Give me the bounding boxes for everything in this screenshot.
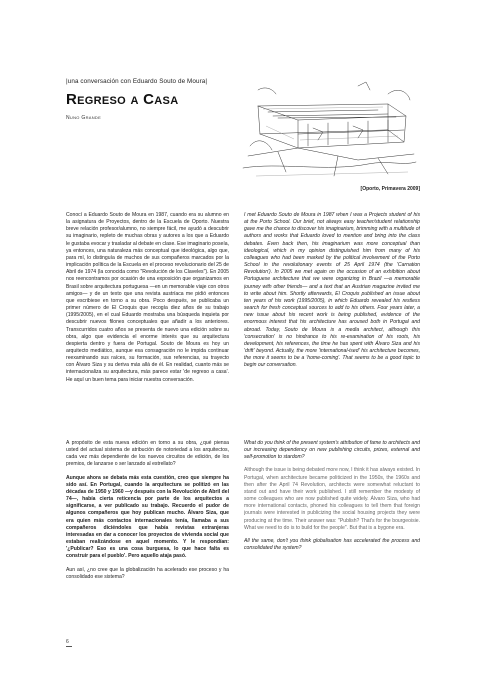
- intro-english: [244, 212, 420, 438]
- question-1-english: What do you think of the present system's attribution of fame to architects and our increasing dependency on new publishing circuits, prizes, external and self-promotion to stardom?: [244, 440, 420, 461]
- answer-1-spanish: Aunque ahora se debata más esta cuestión, creo que siempre ha sido así. En Portugal, cuando la arquitectura se politizó en las décadas de 1950 y 1960 —y después con la Revolución de Abril del 74—, había cierta reticencia por parte de los arquitectos a significarse, a ver publicado su trabajo. Recuerdo el pudor de algunos compañeros que hoy publican mucho. Álvaro Siza, que era quien más contactos internacionales tenía, llamaba a sus compañeros diciéndoles que había revistas extranjeras interesadas en dar a conocer los proyectos de vivienda social que estaban realizándose en aquel momento. Y le respondían: '¿Publicar? Eso es una cosa burguesa, lo que hace falta es construir para el pueblo'. Pero aquello ataja pasó.: [66, 474, 229, 560]
- page-number: 6: [66, 639, 69, 645]
- interview-spanish: [66, 440, 229, 636]
- interview-english: [244, 440, 420, 636]
- intro-english-text: I met Eduardo Souto de Moura in 1987 when I was a Projects student of his at the Porto School. Our brief, not always easy teacher/student relationship gave me the chance to discover his imaginarium, brimming with a multitude of authors and works that Eduardo loved to mention and bring into the class debates. Even back then, his imaginarium was more conceptual than ideological, which in my opinion distinguished him from many of his colleagues who had been marked by the political involvement of the Porto School in the revolutionary events of 25 April 1974 (the 'Carnation Revolution'). In 2005 we met again on the occasion of an exhibition about Portuguese architecture that we were organizing in Brazil —a memorable journey with other friends— and a text that an Austrian magazine invited me to write about him. Shortly afterwards, El Croquis published an issue about ten years of his work (1995/2005), in which Eduardo revealed his restless search for fresh conceptual sources to add to his others. Four years later, a new issue about his recent work is being published, evidence of the enormous interest that his architecture has aroused both in Portugal and abroad. Today, Souto de Moura is a media architect, although this 'consecration' is no hindrance to his re-examination of his roots, his development, his references, the time he has spent with Álvaro Siza and his 'drift' beyond. Actually, the more 'international-ised' his architecture becomes, the more it seems to be a 'home-coming'. That seems to be a good topic to begin our conversation.: [244, 212, 420, 369]
- question-2-english: All the same, don't you think globalisation has accelerated the process and consolidated the system?: [244, 537, 420, 552]
- question-2-spanish: Aun así, ¿no cree que la globalización ha acelerado ese proceso y ha consolidado ese sistema?: [66, 566, 229, 580]
- article-kicker: |una conversación con Eduardo Souto de Moura|: [66, 78, 208, 85]
- page-number-rule: [66, 646, 72, 647]
- question-1-spanish: A propósito de esta nueva edición en torno a su obra, ¿qué piensa usted del actual sistema de atribución de notoriedad a los arquitectos, cada vez más dependiente de los nuevos circuitos de edición, de los premios, de lanzarse o ser lanzado al estrellato?: [66, 440, 229, 468]
- figure-caption: [Oporto, Primavera 2009]: [360, 186, 420, 192]
- architectural-sketch: [238, 76, 420, 184]
- intro-spanish-text: Conocí a Eduardo Souto de Moura en 1987, cuando era su alumno en la asignatura de Proyectos, dentro de la Escuela de Oporto. Nuestra breve relación profesor/alumno, no siempre fácil, me ayudó a descubrir su imaginario, repleto de muchas obras y autores a los que a Eduardo le gustaba evocar y trasladar al debate en clase. Ese imaginario poseía, ya entonces, una naturaleza más conceptual que ideológica, algo que, para mí, lo distinguía de muchos de sus compañeros marcados por la implicación política de la Escuela en el proceso revolucionario del 25 de Abril de 1974 (la conocida como "Revolución de los Claveles"). En 2005 nos reencontramos por ocasión de una exposición que organizamos en Brasil sobre arquitectura portuguesa —en un memorable viaje con otros amigos— y de un texto que una revista austríaca me pidió entonces que escribiese en torno a su obra. Poco después, se publicaba un primer número de El Croquis que recogía diez años de su trabajo (1995/2005), en el cual Eduardo mostraba una búsqueda inquieta por descubrir nuevos filones conceptuales que añadir a los anteriores. Transcurridos cuatro años se presenta de nuevo una edición sobre su obra, algo que evidencia el enorme interés que su arquitectura despierta dentro y fuera de Portugal. Souto de Moura es hoy un arquitecto mediático, aunque esa consagración no le impida continuar reexaminando sus raíces, su formación, sus referencias, su trayecto con Álvaro Siza y su deriva más allá de él. En realidad, cuanto más se internacionaliza su arquitectura, más parece estar 'de regreso a casa'. He aquí un buen tema para iniciar nuestra conversación.: [66, 212, 229, 383]
- article-author: Nuno Grande: [66, 115, 102, 121]
- intro-spanish: [66, 212, 229, 438]
- answer-1-english: Although the issue is being debated more now, I think it has always existed. In Portugal, when architecture became politicized in the 1950s, the 1960s and then after the April 74 Revolution, architects were somewhat reluctant to stand out and have their work published. I still remember the modesty of some colleagues who are now published quite widely. Álvaro Siza, who had more international contacts, phoned his colleagues to tell them that foreign journals were interested in publicizing the social housing projects they were producing at the time. Their answer was: "Publish? That's for the bourgeoisie. What we need to do is to build for the people". But that is a bygone era.: [244, 467, 420, 531]
- article-title: Regreso a Casa: [66, 91, 179, 108]
